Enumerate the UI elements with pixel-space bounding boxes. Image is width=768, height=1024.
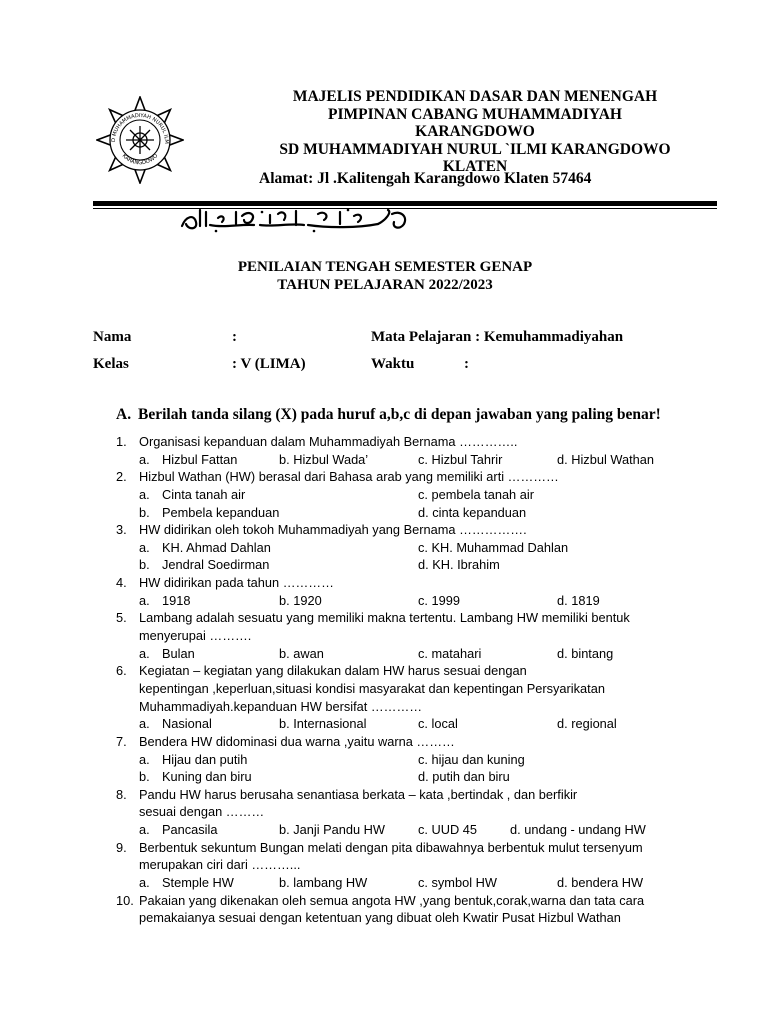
question-text: Lambang adalah sesuatu yang memiliki makna tertentu. Lambang HW memiliki bentuk	[139, 610, 630, 626]
option-a: 1918	[162, 592, 191, 608]
option-b: b. lambang HW	[279, 875, 368, 891]
option-letter: a.	[139, 539, 150, 555]
option-letter: b.	[139, 557, 150, 573]
question-text: pemakaianya sesuai dengan ketentuan yang dibuat oleh Kwatir Pusat Hizbul Wathan	[139, 910, 621, 926]
org-line-5: KLATEN	[442, 158, 508, 175]
option-letter: b.	[139, 504, 150, 520]
question-text: Berbentuk sekuntum Bungan melati dengan pita dibawahnya berbentuk mulut tersenyum	[139, 839, 643, 855]
option-a: Stemple HW	[162, 875, 234, 891]
waktu-colon: :	[464, 356, 469, 372]
option-d: d. Hizbul Wathan	[557, 451, 654, 467]
option-a: Nasional	[162, 716, 212, 732]
org-line-1: MAJELIS PENDIDIKAN DASAR DAN MENENGAH	[292, 88, 658, 105]
question-line	[0, 733, 768, 751]
org-line-3: KARANGDOWO	[415, 123, 535, 140]
question-line	[0, 698, 768, 716]
option-b: b. Internasional	[279, 716, 367, 732]
option-c: c. UUD 45	[418, 822, 478, 838]
question-number: 1.	[116, 434, 127, 449]
option-b: b. awan	[279, 645, 324, 661]
option-a: KH. Ahmad Dahlan	[162, 539, 271, 555]
option-letter: a.	[139, 875, 150, 891]
option-c: c. Hizbul Tahrir	[418, 451, 503, 467]
option-letter: a.	[139, 486, 150, 502]
option-c: c. local	[418, 716, 458, 732]
option-row	[0, 768, 768, 786]
question-number: 4.	[116, 575, 127, 591]
option-letter: a.	[139, 592, 150, 608]
question-text: Kegiatan – kegiatan yang dilakukan dalam HW harus sesuai dengan	[139, 663, 527, 679]
question-list	[0, 433, 768, 927]
question-text: Pandu HW harus berusaha senantiasa berkata – kata ,bertindak , dan berfikir	[139, 786, 578, 802]
question-line	[0, 856, 768, 874]
option-c: c. pembela tanah air	[418, 486, 534, 502]
question-line	[0, 839, 768, 857]
option-row	[0, 592, 768, 610]
kelas-label: Kelas	[93, 356, 129, 372]
question-number: 5.	[116, 610, 127, 626]
exam-title-line-2: TAHUN PELAJARAN 2022/2023	[277, 277, 493, 293]
option-row	[0, 556, 768, 574]
option-d: d. putih dan biru	[418, 769, 510, 785]
question-line	[0, 627, 768, 645]
question-line	[0, 662, 768, 680]
option-row	[0, 751, 768, 769]
question-text: Organisasi kepanduan dalam Muhammadiyah Bernama …………..	[139, 434, 518, 449]
info-row-kelas	[0, 356, 768, 376]
question-text: merupakan ciri dari ………...	[139, 857, 301, 873]
option-c: c. 1999	[418, 592, 460, 608]
option-a: Hijau dan putih	[162, 751, 248, 767]
organization-heading	[240, 88, 710, 176]
option-row	[0, 821, 768, 839]
option-b: Jendral Soedirman	[162, 557, 270, 573]
option-letter: a.	[139, 716, 150, 732]
option-letter: a.	[139, 645, 150, 661]
section-instruction-text: Berilah tanda silang (X) pada huruf a,b,c di depan jawaban yang paling benar!	[138, 406, 661, 423]
mata-pelajaran-field: Mata Pelajaran : Kemuhammadiyahan	[371, 329, 624, 345]
option-letter: a.	[139, 822, 150, 838]
question-line	[0, 521, 768, 539]
kelas-value: : V (LIMA)	[232, 356, 306, 372]
option-letter: a.	[139, 451, 150, 467]
exam-title-line-1: PENILAIAN TENGAH SEMESTER GENAP	[237, 259, 533, 275]
question-line	[0, 609, 768, 627]
logo-bottom-text: KARANGDOWO	[120, 153, 160, 167]
question-number: 9.	[116, 839, 127, 855]
option-row	[0, 504, 768, 522]
option-c: c. symbol HW	[418, 875, 497, 891]
question-text: menyerupai ……….	[139, 628, 252, 644]
option-b: Kuning dan biru	[162, 769, 252, 785]
option-d: d. bintang	[557, 645, 614, 661]
option-row	[0, 715, 768, 733]
question-text: Pakaian yang dikenakan oleh semua angota HW ,yang bentuk,corak,warna dan tata cara	[139, 892, 645, 908]
school-address: Alamat: Jl .Kalitengah Karangdowo Klaten 57464	[259, 170, 592, 187]
logo-ring-text: D MUHAMMADIYAH NURUL ILM	[110, 112, 170, 144]
question-number: 3.	[116, 522, 127, 538]
nama-colon: :	[232, 329, 237, 345]
option-c: c. KH. Muhammad Dahlan	[418, 539, 569, 555]
option-b: b. Janji Pandu HW	[279, 822, 385, 838]
option-d: d. regional	[557, 716, 617, 732]
question-line	[0, 433, 768, 451]
question-text: Muhammadiyah.kepanduan HW bersifat …………	[139, 698, 423, 714]
info-row-nama	[0, 329, 768, 349]
question-text: kepentingan ,keperluan,situasi kondisi masyarakat dan kepentingan Persyarikatan	[139, 680, 605, 696]
option-a: Pancasila	[162, 822, 218, 838]
section-letter: A.	[116, 406, 132, 423]
org-line-2: PIMPINAN CABANG MUHAMMADIYAH	[328, 105, 622, 123]
question-line	[0, 892, 768, 910]
nama-label: Nama	[93, 329, 132, 345]
question-line	[0, 574, 768, 592]
question-number: 8.	[116, 786, 127, 802]
option-c: c. matahari	[418, 645, 482, 661]
waktu-label: Waktu	[371, 356, 415, 372]
option-row	[0, 539, 768, 557]
question-number: 7.	[116, 733, 127, 749]
question-line	[0, 803, 768, 821]
option-row	[0, 451, 768, 469]
question-text: Bendera HW didominasi dua warna ,yaitu warna ………	[139, 733, 455, 749]
school-emblem-icon	[96, 96, 184, 184]
option-a: Bulan	[162, 645, 195, 661]
basmalah-calligraphy-icon	[178, 206, 413, 234]
question-text: HW didirikan oleh tokoh Muhammadiyah yang Bernama …………….	[139, 522, 527, 538]
question-text: HW didirikan pada tahun …………	[139, 575, 334, 591]
question-number: 6.	[116, 663, 127, 679]
option-row	[0, 874, 768, 892]
question-text: sesuai dengan ………	[139, 804, 265, 820]
option-row	[0, 486, 768, 504]
option-a: Hizbul Fattan	[162, 451, 238, 467]
option-letter: a.	[139, 751, 150, 767]
question-text: Hizbul Wathan (HW) berasal dari Bahasa arab yang memiliki arti …………	[139, 469, 559, 485]
option-d: d. undang - undang HW	[510, 822, 646, 838]
option-d: d. cinta kepanduan	[418, 504, 527, 520]
question-number: 10.	[116, 892, 134, 908]
option-b: b. 1920	[279, 592, 322, 608]
option-b: b. Hizbul Wada’	[279, 451, 369, 467]
org-line-4: SD MUHAMMADIYAH NURUL `ILMI KARANGDOWO	[279, 140, 671, 158]
option-d: d. bendera HW	[557, 875, 644, 891]
option-letter: b.	[139, 769, 150, 785]
exam-title	[180, 258, 590, 294]
option-a: Cinta tanah air	[162, 486, 246, 502]
question-line	[0, 680, 768, 698]
option-row	[0, 645, 768, 663]
question-line	[0, 786, 768, 804]
option-b: Pembela kepanduan	[162, 504, 280, 520]
question-number: 2.	[116, 469, 127, 485]
option-d: d. 1819	[557, 592, 600, 608]
question-line	[0, 468, 768, 486]
option-c: c. hijau dan kuning	[418, 751, 525, 767]
question-line	[0, 909, 768, 927]
option-d: d. KH. Ibrahim	[418, 557, 500, 573]
